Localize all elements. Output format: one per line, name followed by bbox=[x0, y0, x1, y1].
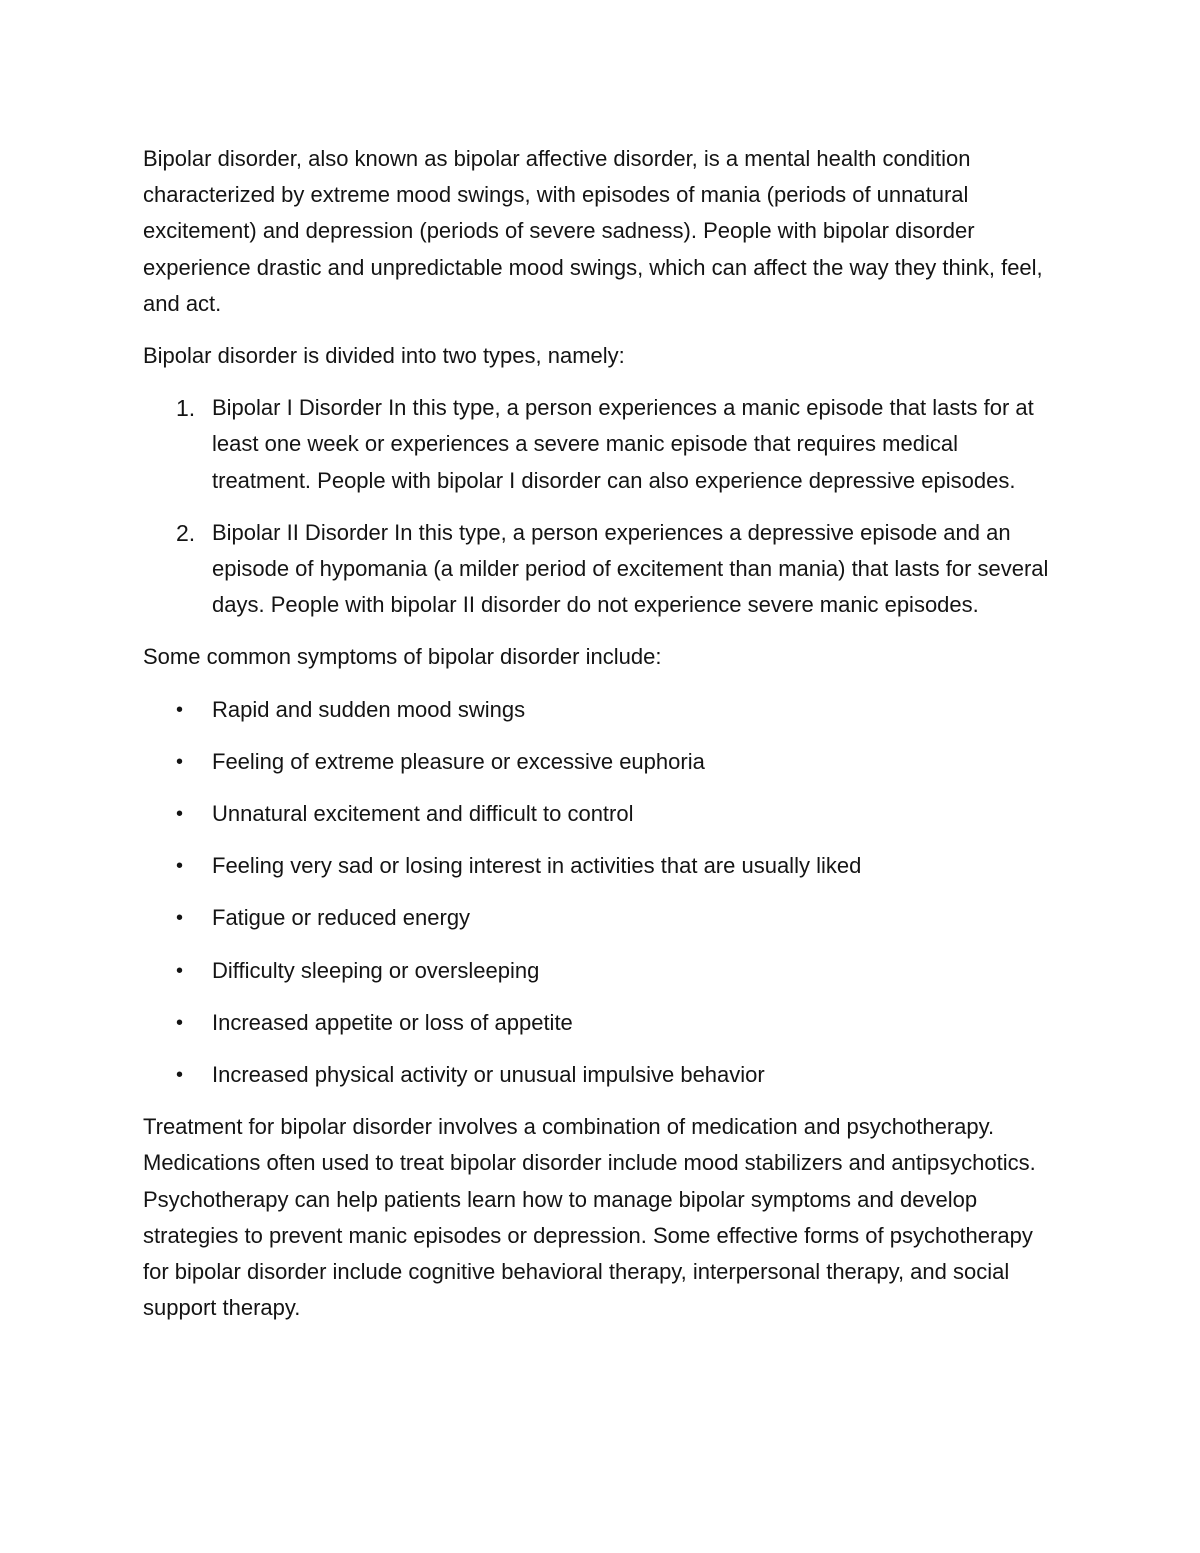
list-item bbox=[143, 515, 1063, 624]
list-item-text: Bipolar I Disorder In this type, a person experiences a manic episode that lasts for at least one week or experiences a severe manic episode that requires medical treatment. People with bipolar I disorder can also experience depressive episodes. bbox=[212, 395, 1034, 493]
list-item bbox=[143, 692, 1063, 728]
bullet-icon: • bbox=[176, 1011, 184, 1034]
symptoms-list bbox=[143, 692, 1063, 1094]
list-item bbox=[143, 848, 1063, 884]
list-item bbox=[143, 1057, 1063, 1093]
list-item bbox=[143, 1005, 1063, 1041]
list-number: 2. bbox=[176, 519, 196, 546]
list-item bbox=[143, 744, 1063, 780]
symptoms-intro: Some common symptoms of bipolar disorder include: bbox=[143, 644, 662, 670]
list-item-text: Feeling very sad or losing interest in activities that are usually liked bbox=[212, 853, 862, 879]
bullet-icon: • bbox=[176, 907, 184, 930]
bullet-icon: • bbox=[176, 855, 184, 878]
list-item-text: Unnatural excitement and difficult to control bbox=[212, 801, 634, 827]
bullet-icon: • bbox=[176, 803, 184, 826]
list-item bbox=[143, 900, 1063, 936]
document-body bbox=[143, 141, 1063, 1342]
bullet-icon: • bbox=[176, 698, 184, 721]
list-item bbox=[143, 953, 1063, 989]
list-item bbox=[143, 390, 1063, 499]
bullet-icon: • bbox=[176, 1064, 184, 1087]
list-item-text: Increased appetite or loss of appetite bbox=[212, 1009, 573, 1035]
types-intro: Bipolar disorder is divided into two types, namely: bbox=[143, 343, 625, 369]
bullet-icon: • bbox=[176, 959, 184, 982]
types-list bbox=[143, 390, 1063, 623]
intro-paragraph: Bipolar disorder, also known as bipolar affective disorder, is a mental health condition characterized by extreme mood swings, with episodes of mania (periods of unnatural excitement) and depression (periods of severe sadness). People with bipolar disorder experience drastic and unpredictable mood swings, which can affect the way they think, feel, and act. bbox=[143, 146, 1043, 316]
list-item-text: Bipolar II Disorder In this type, a person experiences a depressive episode and an episode of hypomania (a milder period of excitement than mania) that lasts for several days. People with bipolar II disorder do not experience severe manic episodes. bbox=[212, 519, 1049, 618]
list-item bbox=[143, 796, 1063, 832]
list-item-text: Increased physical activity or unusual impulsive behavior bbox=[212, 1062, 765, 1088]
list-item-text: Fatigue or reduced energy bbox=[212, 905, 471, 931]
bullet-icon: • bbox=[176, 750, 184, 773]
list-number: 1. bbox=[176, 395, 196, 422]
list-item-text: Feeling of extreme pleasure or excessive euphoria bbox=[212, 748, 705, 774]
list-item-text: Difficulty sleeping or oversleeping bbox=[212, 957, 540, 983]
list-item-text: Rapid and sudden mood swings bbox=[212, 696, 526, 722]
treatment-paragraph: Treatment for bipolar disorder involves a combination of medication and psychotherapy. Medications often used to treat bipolar disorder include mood stabilizers and antipsychotics. Psychotherapy can help patients learn how to manage bipolar symptoms and develop strategies to prevent manic episodes or depression. Some effective forms of psychotherapy for bipolar disorder include cognitive behavioral therapy, interpersonal therapy, and social support therapy. bbox=[143, 1114, 1036, 1321]
